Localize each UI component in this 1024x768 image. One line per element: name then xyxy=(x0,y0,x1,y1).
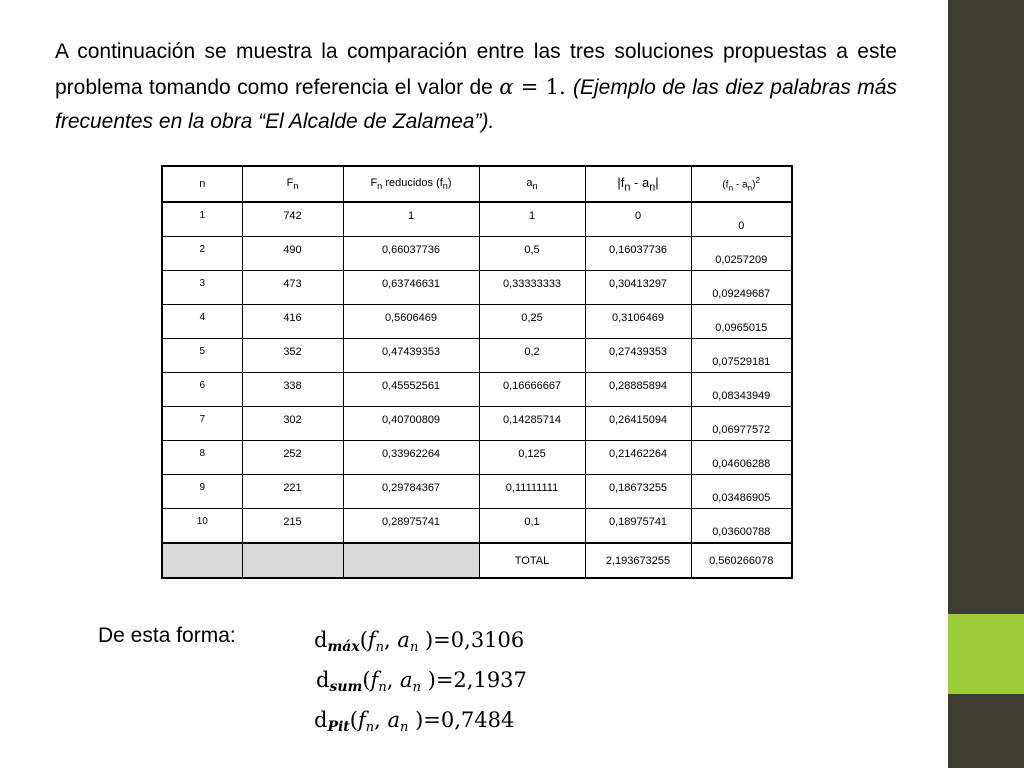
header-Fn: $F_n$ xyxy=(242,166,343,202)
cell-squared-diff: 0,0257209 xyxy=(691,237,792,271)
cell-n: 1 xyxy=(162,202,242,237)
table-header-row xyxy=(162,166,792,202)
header-n: n xyxy=(162,166,242,202)
cell-fn-reduced: 0,66037736 xyxy=(343,237,479,271)
cell-fn-reduced: 0,40700809 xyxy=(343,407,479,441)
cell-n: 3 xyxy=(162,271,242,305)
cell-an: 0,125 xyxy=(479,441,585,475)
cell-Fn: 416 xyxy=(242,305,343,339)
table-row xyxy=(162,202,792,237)
cell-fn-reduced: 0,28975741 xyxy=(343,509,479,544)
cell-Fn: 302 xyxy=(242,407,343,441)
table-row xyxy=(162,339,792,373)
cell-an: 0,1 xyxy=(479,509,585,544)
cell-fn-reduced: 0,47439353 xyxy=(343,339,479,373)
cell-Fn: 742 xyxy=(242,202,343,237)
cell-squared-diff: 0,04606288 xyxy=(691,441,792,475)
intro-paragraph: A continuación se muestra la comparación entre las tres soluciones propuestas a este problema tomando como referencia el valor de α = 1. (Ejemplo de las diez palabras más frecuentes en la obra “El Alcalde de Zalamea”). xyxy=(55,40,897,133)
formula-sum: $dsum(f_n$, $a_n$ )=2,1937 xyxy=(316,668,527,695)
cell-squared-diff: 0,03600788 xyxy=(691,509,792,544)
comparison-table xyxy=(161,165,793,579)
cell-abs-diff: 0,3106469 xyxy=(585,305,691,339)
cell-squared-diff: 0,03486905 xyxy=(691,475,792,509)
cell-an: 0,14285714 xyxy=(479,407,585,441)
cell-an: 1 xyxy=(479,202,585,237)
cell-n: 5 xyxy=(162,339,242,373)
cell-abs-diff: 0,18975741 xyxy=(585,509,691,544)
cell-squared-diff: 0,0965015 xyxy=(691,305,792,339)
alpha-symbol: α xyxy=(499,74,514,99)
cell-fn-reduced: 0,45552561 xyxy=(343,373,479,407)
cell-n: 9 xyxy=(162,475,242,509)
cell-fn-reduced: 0,29784367 xyxy=(343,475,479,509)
cell-an: 0,33333333 xyxy=(479,271,585,305)
header-squared-diff: $(f_n - a_n)^2$ xyxy=(691,166,792,202)
cell-an: 0,25 xyxy=(479,305,585,339)
cell-squared-diff: 0,09249687 xyxy=(691,271,792,305)
cell-an: 0,11111111 xyxy=(479,475,585,509)
cell-Fn: 473 xyxy=(242,271,343,305)
cell-Fn: 338 xyxy=(242,373,343,407)
cell-Fn: 352 xyxy=(242,339,343,373)
cell-n: 8 xyxy=(162,441,242,475)
formula-max: $dmáx(f_n$, $a_n$ )=0,3106 xyxy=(314,628,525,655)
cell-abs-diff: 0,21462264 xyxy=(585,441,691,475)
cell-squared-diff: 0 xyxy=(691,202,792,237)
cell-Fn: 221 xyxy=(242,475,343,509)
cell-abs-diff: 0,27439353 xyxy=(585,339,691,373)
cell-abs-diff: 0,28885894 xyxy=(585,373,691,407)
conclusion-label: De esta forma: xyxy=(98,624,236,647)
table-row xyxy=(162,271,792,305)
distance-formulas xyxy=(314,624,527,744)
cell-abs-diff: 0,30413297 xyxy=(585,271,691,305)
cell-n: 4 xyxy=(162,305,242,339)
example-note: (Ejemplo de las diez palabras más frecuentes en la obra “El Alcalde de Zalamea”). xyxy=(55,75,897,133)
total-abs: 2,193673255 xyxy=(585,543,691,578)
cell-fn-reduced: 0,33962264 xyxy=(343,441,479,475)
cell-Fn: 215 xyxy=(242,509,343,544)
table-row xyxy=(162,475,792,509)
cell-squared-diff: 0,07529181 xyxy=(691,339,792,373)
table-row xyxy=(162,237,792,271)
total-squared: 0,560266078 xyxy=(691,543,792,578)
cell-abs-diff: 0,26415094 xyxy=(585,407,691,441)
table-total-row xyxy=(162,543,792,578)
cell-Fn: 490 xyxy=(242,237,343,271)
table-row xyxy=(162,441,792,475)
cell-abs-diff: 0,16037736 xyxy=(585,237,691,271)
cell-fn-reduced: 0,5606469 xyxy=(343,305,479,339)
cell-n: 6 xyxy=(162,373,242,407)
cell-squared-diff: 0,06977572 xyxy=(691,407,792,441)
sidebar-accent xyxy=(948,614,1024,694)
empty-gray-cell xyxy=(242,543,343,578)
cell-Fn: 252 xyxy=(242,441,343,475)
cell-squared-diff: 0,08343949 xyxy=(691,373,792,407)
cell-an: 0,5 xyxy=(479,237,585,271)
total-label: TOTAL xyxy=(479,543,585,578)
table-row xyxy=(162,509,792,544)
table-row xyxy=(162,407,792,441)
cell-fn-reduced: 0,63746631 xyxy=(343,271,479,305)
cell-an: 0,16666667 xyxy=(479,373,585,407)
empty-gray-cell xyxy=(343,543,479,578)
header-fn-reduced: $F_n$ reducidos $(f_n)$ xyxy=(343,166,479,202)
table-row xyxy=(162,373,792,407)
cell-n: 7 xyxy=(162,407,242,441)
cell-an: 0,2 xyxy=(479,339,585,373)
header-an: $a_n$ xyxy=(479,166,585,202)
formula-pit: $dPit(f_n$, $a_n$ )=0,7484 xyxy=(314,708,515,735)
empty-gray-cell xyxy=(162,543,242,578)
cell-n: 2 xyxy=(162,237,242,271)
header-abs-diff: $|f_n - a_n|$ xyxy=(585,166,691,202)
cell-n: 10 xyxy=(162,509,242,544)
cell-abs-diff: 0,18673255 xyxy=(585,475,691,509)
table-row xyxy=(162,305,792,339)
cell-fn-reduced: 1 xyxy=(343,202,479,237)
cell-abs-diff: 0 xyxy=(585,202,691,237)
